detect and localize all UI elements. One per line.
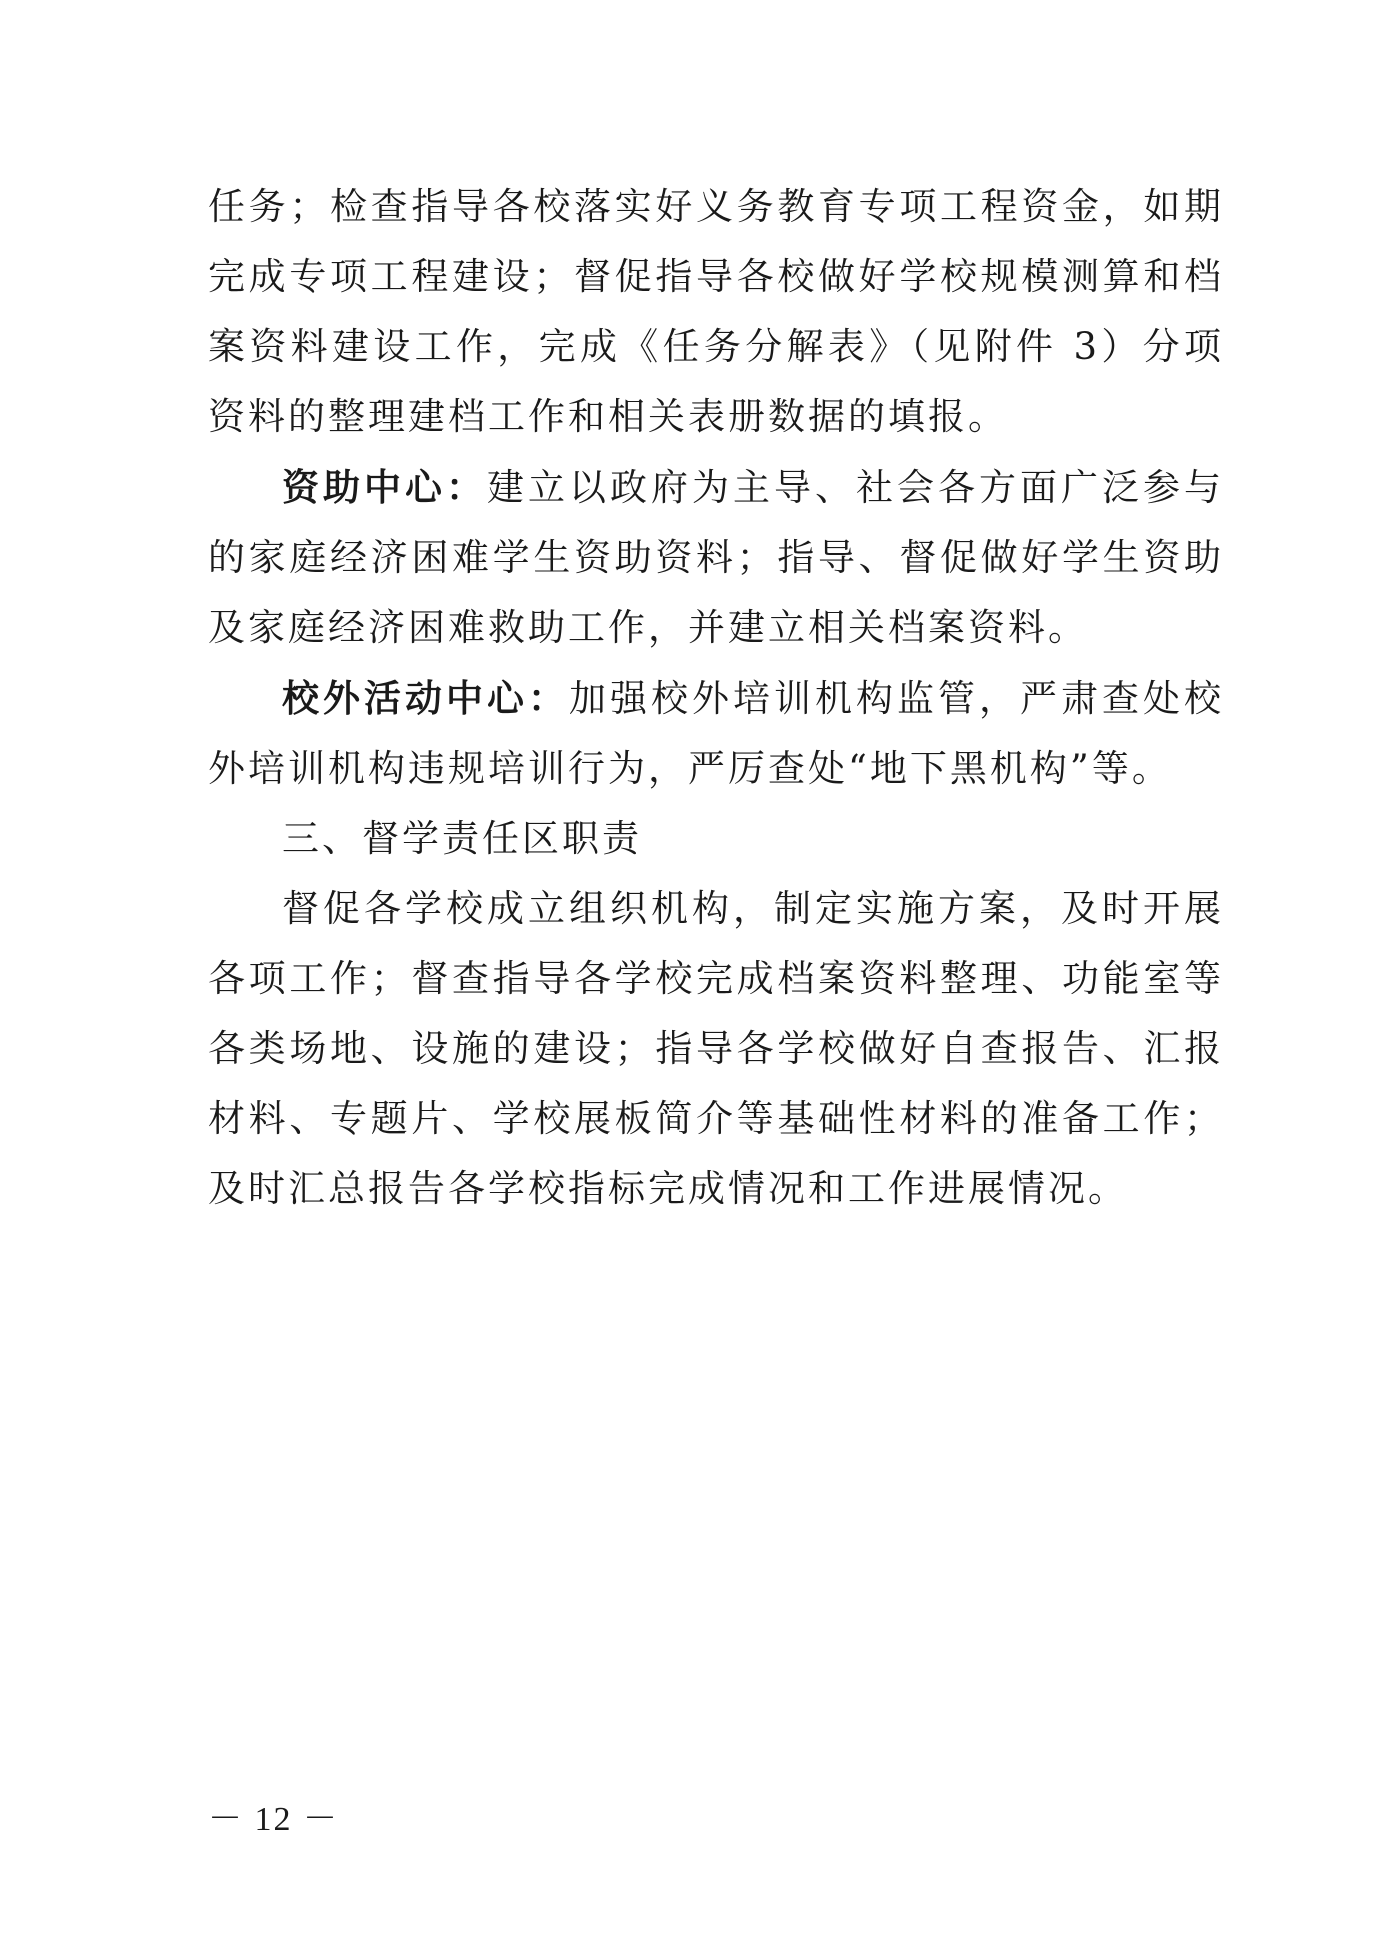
paragraph-lead: 校外活动中心：	[282, 676, 569, 720]
paragraph-text: 建立以政府为主导、社会各方面广泛参与的家庭经济困难学生资助资料；指导、督促做好学生资助及家庭经济困难救助工作，并建立相关档案资料。	[208, 466, 1224, 649]
document-body	[208, 172, 1224, 1224]
activity-center-paragraph	[208, 663, 1224, 804]
page-number: － 12 －	[208, 1801, 339, 1838]
section-heading: 三、督学责任区职责	[282, 817, 642, 860]
funding-center-paragraph	[208, 452, 1224, 663]
paragraph-text: 任务；检查指导各校落实好义务教育专项工程资金，如期完成专项工程建设；督促指导各校做好学校规模测算和档案资料建设工作，完成《任务分解表》（见附件 3）分项资料的整理建档工作和相关表册数据的填报。	[208, 185, 1224, 438]
paragraph-lead: 资助中心：	[282, 465, 487, 509]
section-paragraph: 督促各学校成立组织机构，制定实施方案，及时开展各项工作；督查指导各学校完成档案资料整理、功能室等各类场地、设施的建设；指导各学校做好自查报告、汇报材料、专题片、学校展板简介等基础性材料的准备工作；及时汇总报告各学校指标完成情况和工作进展情况。	[208, 887, 1224, 1210]
paragraph-text: 加强校外培训机构监管，严肃查处校外培训机构违规培训行为，严厉查处“地下黑机构”等。	[208, 677, 1224, 790]
continuation-paragraph	[208, 172, 1224, 452]
